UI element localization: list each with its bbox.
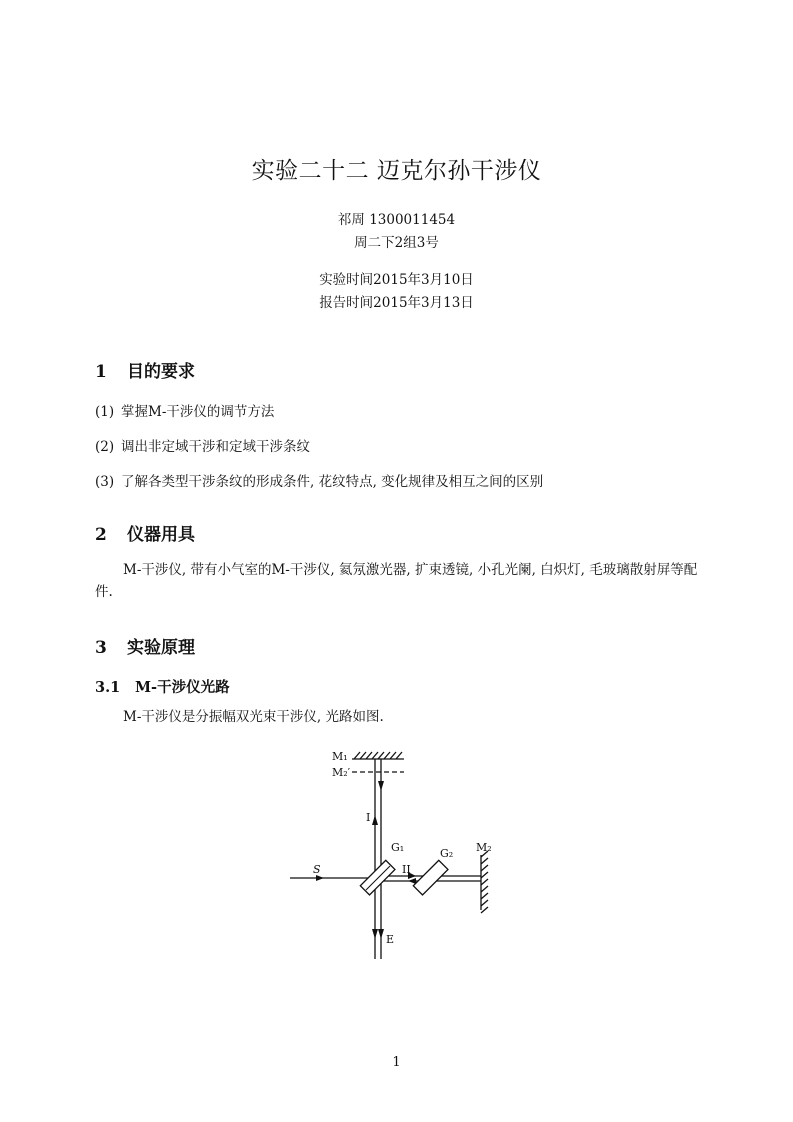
compensator-plate-g2 [413,860,448,895]
author-name-id: 祁周 1300011454 [337,212,456,228]
label-s: S [313,863,321,876]
label-g1: G₁ [391,841,405,854]
section-paragraph: M-干涉仪, 带有小气室的M-干涉仪, 氦氖激光器, 扩束透镜, 小孔光阑, 白炽灯, 毛玻璃散射屏等配件. [95,562,698,600]
arrow-beam1-down [378,781,384,791]
label-m2: M₂ [476,841,492,854]
section-number: 3 [95,638,107,658]
section-number: 2 [95,525,107,545]
label-g2: G₂ [440,847,454,860]
item-number: (3) [95,474,115,490]
item-number: (2) [95,439,115,455]
subsection-heading-3-1 [95,676,230,697]
section-heading-3 [95,633,195,658]
arrow-e-down-right [378,929,384,939]
mirror-m2-hatch [481,851,488,913]
item-text: 调出非定域干涉和定域干涉条纹 [121,439,310,455]
subsection-title: M-干涉仪光路 [135,679,230,696]
author-group: 周二下2组3号 [354,235,439,251]
arrow-e-down-left [372,929,378,939]
page-number: 1 [392,1055,401,1070]
experiment-date: 实验时间2015年3月10日 [319,272,474,288]
section-title: 仪器用具 [127,525,195,545]
report-date: 报告时间2015年3月13日 [319,295,474,311]
label-m2prime: M₂′ [332,766,351,779]
item-text: 掌握M-干涉仪的调节方法 [121,404,275,420]
arrow-beam1-up [372,815,378,825]
label-m1: M₁ [332,750,348,763]
item-number: (1) [95,404,115,420]
arrow-beam2-left [408,878,416,884]
label-beam-i: I [366,811,371,824]
section-number: 1 [95,362,107,382]
label-e: E [386,933,395,946]
mirror-m1-hatch [354,752,402,759]
interferometer-diagram [280,745,510,967]
section-heading-2 [95,520,195,545]
list-item [95,400,274,420]
subsection-number: 3.1 [95,679,121,696]
section-heading-1 [95,357,195,382]
subsection-paragraph: M-干涉仪是分振幅双光束干涉仪, 光路如图. [123,709,384,725]
section-title: 目的要求 [127,362,195,382]
list-item [95,435,310,455]
label-beam-ii: II [402,863,411,876]
list-item [95,470,543,490]
section-title: 实验原理 [127,638,195,658]
item-text: 了解各类型干涉条纹的形成条件, 花纹特点, 变化规律及相互之间的区别 [121,474,544,490]
document-title: 实验二十二 迈克尔孙干涉仪 [251,158,542,184]
